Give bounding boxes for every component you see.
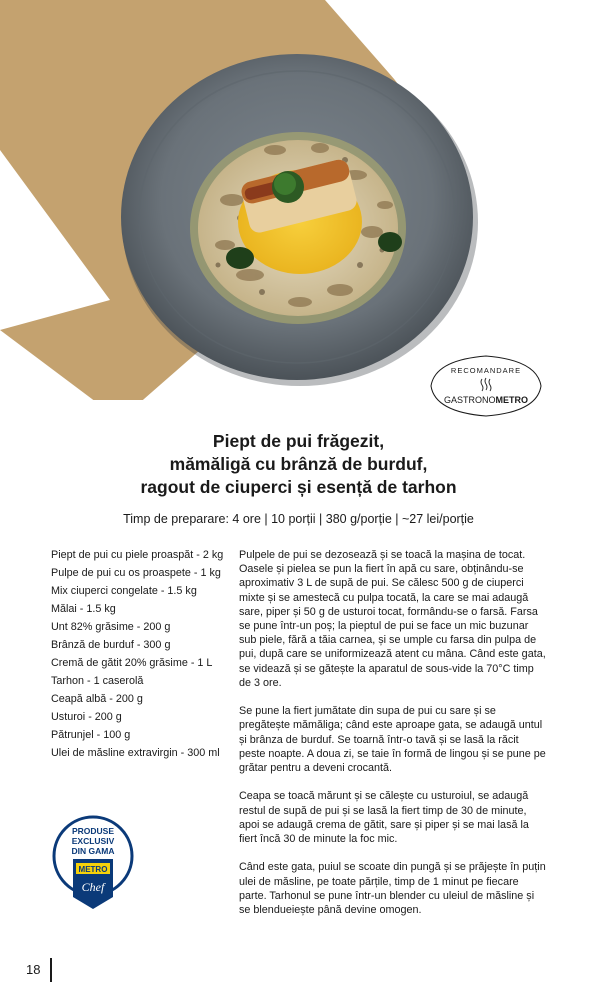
- method-paragraph: Pulpele de pui se dezosează și se toacă la mașina de tocat. Oasele și pielea se pun la fiert în apă cu sare, obținându-se aproximativ 3 L de supă de pui. Se călesc 500 g de ciuperci mixte și se amestecă cu pulpa tocată, la care se mai adaugă sare, piper și 50 g de usturoi tocat, formându-se o farsă. Farsa se pune într-un poș; la pieptul de pui se face un mic buzunar sub piele, fără a tăia carnea, și se umple cu farsa din pulpa de pui, după care se uniformizează atent cu mâna. Când este gata, se videază și se gătește la aparatul de sous-vide la 70°C timp de 3 ore.: [239, 549, 546, 689]
- recipe-meta: Timp de preparare: 4 ore | 10 porții | 380 g/porție | ~27 lei/porție: [123, 512, 474, 526]
- ingredient-item: Brânză de burduf - 300 g: [51, 639, 171, 651]
- title-line-3: ragout de ciuperci și esență de tarhon: [140, 477, 457, 497]
- recipe-title: [40, 430, 557, 499]
- ingredients-list: [51, 548, 236, 764]
- ingredient-item: Mix ciuperci congelate - 1.5 kg: [51, 585, 197, 597]
- page-number-divider: [50, 958, 52, 982]
- ingredient-item: Pătrunjel - 100 g: [51, 729, 131, 741]
- ingredient-item: Pulpe de pui cu os proaspete - 1 kg: [51, 567, 221, 579]
- badge-brand-text: GASTRONOMETRO: [443, 395, 529, 405]
- preparation-method: [239, 548, 548, 931]
- ingredient-item: Usturoi - 200 g: [51, 711, 122, 723]
- ingredient-item: Tarhon - 1 caserolă: [51, 675, 144, 687]
- title-line-2: mămăligă cu brânză de burduf,: [169, 454, 428, 474]
- method-paragraph: Ceapa se toacă mărunt și se călește cu usturoiul, se adaugă restul de supă de pui și se lasă la fiert timp de 30 de minute, apoi se adaugă crema de gătit, sare și piper și se mai lasă la fiert încă 30 de minute la foc mic.: [239, 790, 529, 846]
- dish-photo: [0, 0, 597, 400]
- title-line-1: Piept de pui frăgezit,: [212, 431, 385, 451]
- ingredient-item: Unt 82% grăsime - 200 g: [51, 621, 171, 633]
- hero-image: [0, 0, 597, 400]
- ingredient-item: Ulei de măsline extravirgin - 300 ml: [51, 747, 220, 759]
- ingredient-item: Piept de pui cu piele proaspăt - 2 kg: [51, 549, 224, 561]
- ingredient-item: Mălai - 1.5 kg: [51, 603, 116, 615]
- svg-text:PRODUSE: PRODUSE: [71, 826, 115, 836]
- ingredient-item: Cremă de gătit 20% grăsime - 1 L: [51, 657, 213, 669]
- svg-text:EXCLUSIV: EXCLUSIV: [71, 836, 115, 846]
- svg-text:Chef: Chef: [81, 880, 105, 894]
- svg-text:DIN GAMA: DIN GAMA: [71, 846, 115, 856]
- method-paragraph: Se pune la fiert jumătate din supa de pui cu sare și se pregătește mămăliga; când este aproape gata, se adaugă untul și brânza de burduf. Se toarnă într-o tavă și se lasă la răcit peste noapte. A doua zi, se taie în formă de lingou și se pune pe grătar pentru a deveni crocantă.: [239, 705, 546, 775]
- gastronometro-badge: [425, 352, 547, 420]
- svg-text:METRO: METRO: [78, 865, 108, 874]
- badge-top-text: RECOMANDARE: [450, 366, 522, 375]
- metro-chef-exclusive-badge: [52, 815, 134, 911]
- method-paragraph: Când este gata, puiul se scoate din pungă și se prăjește în puțin ulei de măsline, pe toate părțile, timp de 1 minut pe fiecare parte. Tarhonul se pune într-un blender cu uleiul de măsline și se blendueiește până devine omogen.: [239, 861, 546, 917]
- page-number: 18: [26, 962, 41, 977]
- ingredient-item: Ceapă albă - 200 g: [51, 693, 143, 705]
